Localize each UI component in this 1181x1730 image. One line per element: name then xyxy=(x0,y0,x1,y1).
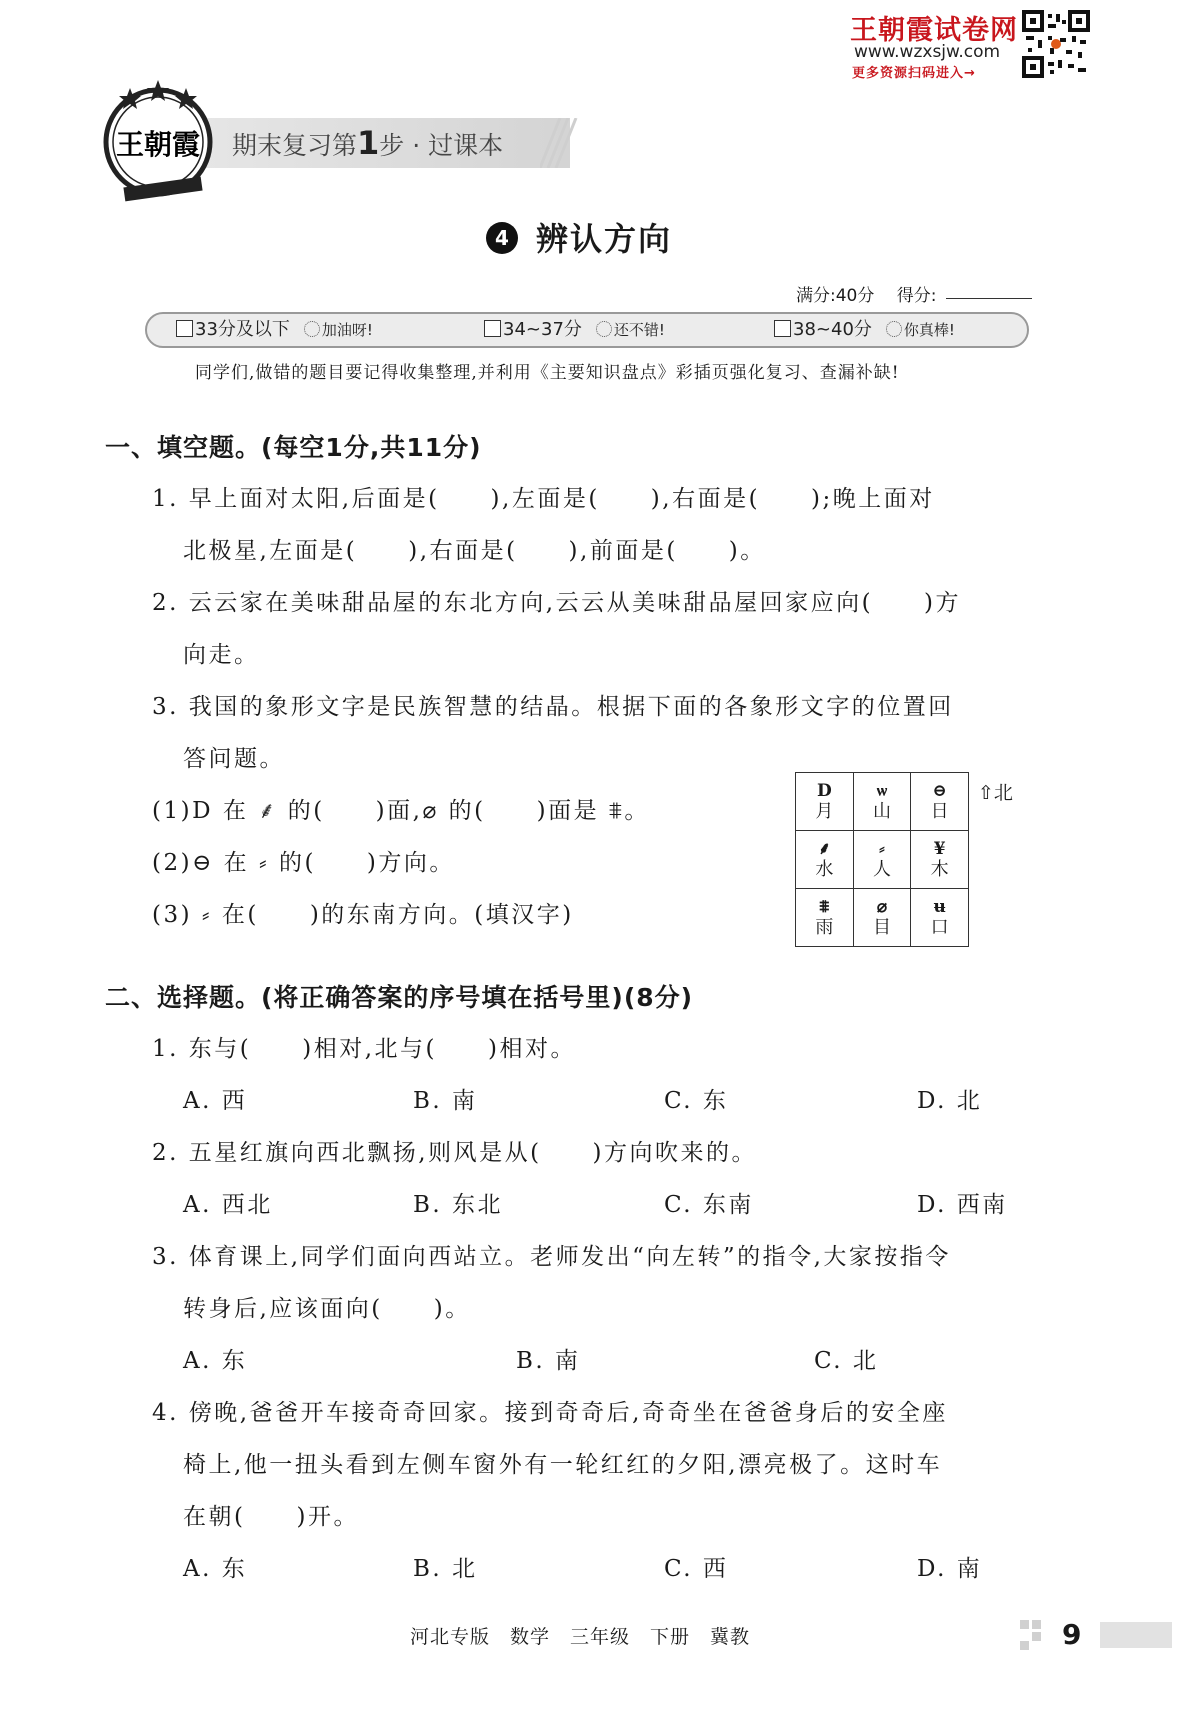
question-line: 3. 我国的象形文字是民族智慧的结晶。根据下面的各象形文字的位置回 xyxy=(152,694,954,720)
watermark-url[interactable]: www.wzxsjw.com xyxy=(854,42,1001,62)
pictograph-grid xyxy=(795,772,969,947)
option[interactable]: D. 北 xyxy=(917,1088,983,1114)
question-stem: 1. 东与( )相对,北与( )相对。 xyxy=(152,1036,576,1062)
score-blank[interactable] xyxy=(946,298,1032,299)
tip-text: 同学们,做错的题目要记得收集整理,并利用《主要知识盘点》彩插页强化复习、查漏补缺! xyxy=(195,363,900,383)
question-line: 答问题。 xyxy=(183,746,285,772)
rating-item[interactable]: 33分及以下 加油呀! xyxy=(176,316,373,344)
question-line: 2. 云云家在美味甜品屋的东北方向,云云从美味甜品屋回家应向( )方 xyxy=(152,590,962,616)
grid-cell: ⌀ 目 xyxy=(853,889,911,947)
option[interactable]: A. 西北 xyxy=(183,1192,273,1218)
question-line: (3) ⸗ 在( )的东南方向。(填汉字) xyxy=(152,902,574,928)
option[interactable]: C. 西 xyxy=(664,1556,729,1582)
question-stem: 2. 五星红旗向西北飘扬,则风是从( )方向吹来的。 xyxy=(152,1140,758,1166)
page-deco-icon xyxy=(1020,1620,1054,1650)
question-stem: 椅上,他一扭头看到左侧车窗外有一轮红红的夕阳,漂亮极了。这时车 xyxy=(183,1452,943,1478)
grid-cell: ¥ 木 xyxy=(911,831,969,889)
footer-text: 河北专版 数学 三年级 下册 冀教 xyxy=(410,1626,751,1648)
page-number: 9 xyxy=(1062,1618,1082,1651)
question-line: (2)⊖ 在 ⸗ 的( )方向。 xyxy=(152,850,455,876)
rating-item[interactable]: 38~40分 你真棒! xyxy=(774,316,955,344)
chapter-number: 4 xyxy=(486,222,518,254)
grid-cell: ʉ 口 xyxy=(911,889,969,947)
question-stem: 转身后,应该面向( )。 xyxy=(183,1296,471,1322)
face-icon xyxy=(304,321,320,337)
option[interactable]: C. 东南 xyxy=(664,1192,754,1218)
score-info: 满分:40分 得分: xyxy=(796,286,937,306)
option[interactable]: D. 南 xyxy=(917,1556,983,1582)
option[interactable]: A. 东 xyxy=(183,1348,248,1374)
grid-cell: ⸗ 人 xyxy=(853,831,911,889)
svg-text:王朝霞: 王朝霞 xyxy=(115,128,201,161)
question-stem: 在朝( )开。 xyxy=(183,1504,359,1530)
option[interactable]: A. 西 xyxy=(183,1088,248,1114)
question-stem: 4. 傍晚,爸爸开车接奇奇回家。接到奇奇后,奇奇坐在爸爸身后的安全座 xyxy=(152,1400,948,1426)
checkbox-icon[interactable] xyxy=(774,320,791,337)
option[interactable]: A. 东 xyxy=(183,1556,248,1582)
arrow-up-icon: ⇧ xyxy=(978,782,994,804)
header-text: 期末复习第1步 · 过课本 xyxy=(232,124,504,162)
option[interactable]: C. 北 xyxy=(814,1348,879,1374)
watermark-subtitle: 更多资源扫码进入→ xyxy=(852,66,976,81)
option[interactable]: B. 北 xyxy=(413,1556,478,1582)
grid-cell: ⊖ 日 xyxy=(911,773,969,831)
header-stripes xyxy=(540,118,580,168)
north-indicator: ⇧北 xyxy=(978,782,1013,804)
qr-code-icon[interactable] xyxy=(1022,10,1090,78)
grid-cell: ⩨ 雨 xyxy=(796,889,854,947)
brand-logo xyxy=(100,76,230,206)
section2-heading: 二、选择题。(将正确答案的序号填在括号里)(8分) xyxy=(105,983,694,1012)
face-icon xyxy=(886,321,902,337)
section1-heading: 一、填空题。(每空1分,共11分) xyxy=(105,433,482,462)
question-line: 北极星,左面是( ),右面是( ),前面是( )。 xyxy=(183,538,766,564)
option[interactable]: B. 南 xyxy=(516,1348,581,1374)
watermark-title: 王朝霞试卷网 xyxy=(850,15,1018,46)
question-line: (1)D 在 ⸙ 的( )面,⌀ 的( )面是 ⩨。 xyxy=(152,798,650,824)
question-line: 1. 早上面对太阳,后面是( ),左面是( ),右面是( );晚上面对 xyxy=(152,486,935,512)
option[interactable]: D. 西南 xyxy=(917,1192,1008,1218)
face-icon xyxy=(596,321,612,337)
option[interactable]: C. 东 xyxy=(664,1088,729,1114)
grid-cell: ѡ 山 xyxy=(853,773,911,831)
question-stem: 3. 体育课上,同学们面向西站立。老师发出“向左转”的指令,大家按指令 xyxy=(152,1244,951,1270)
option[interactable]: B. 南 xyxy=(413,1088,478,1114)
option[interactable]: B. 东北 xyxy=(413,1192,504,1218)
page-bar xyxy=(1100,1622,1172,1648)
page-title: 辨认方向 xyxy=(536,220,673,258)
checkbox-icon[interactable] xyxy=(176,320,193,337)
checkbox-icon[interactable] xyxy=(484,320,501,337)
grid-cell: D 月 xyxy=(796,773,854,831)
rating-item[interactable]: 34~37分 还不错! xyxy=(484,316,665,344)
question-line: 向走。 xyxy=(183,642,260,668)
grid-cell: ⸙ 水 xyxy=(796,831,854,889)
